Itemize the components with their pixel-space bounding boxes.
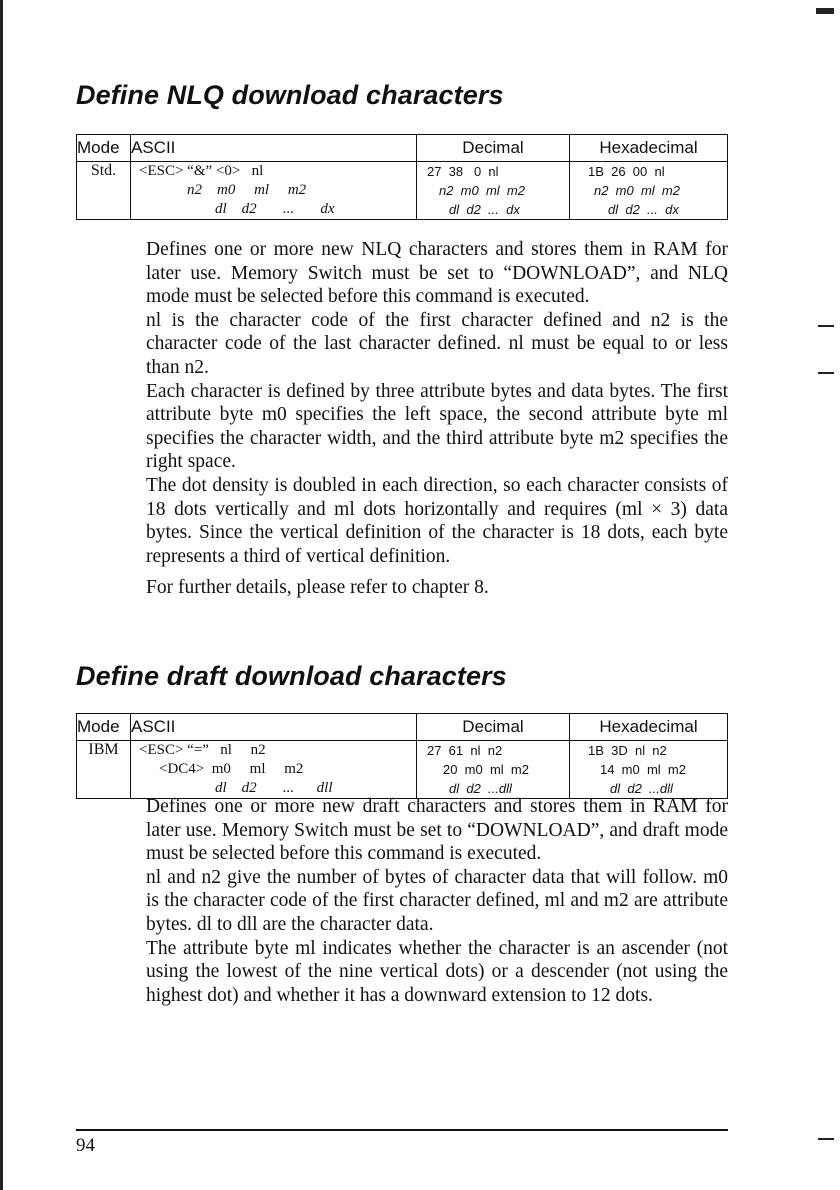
header-hexadecimal: Hexadecimal: [570, 135, 728, 162]
hex-line: n2 m0 ml m2: [594, 183, 680, 198]
paragraph: For further details, please refer to chapter 8.: [146, 577, 489, 599]
command-table-draft: [76, 713, 728, 799]
table-header-row: [77, 714, 728, 741]
hex-line: dl d2 ... dx: [608, 202, 679, 217]
decimal-cell: [417, 741, 570, 799]
ascii-line: <ESC> “=” nl n2: [139, 742, 266, 758]
paragraph: nl is the character code of the first character defined and n2 is the character code of the last character defined. nl must be equal to or less than n2.: [146, 309, 728, 378]
header-decimal: Decimal: [417, 135, 570, 162]
scan-mark: [818, 372, 834, 374]
header-hexadecimal: Hexadecimal: [570, 714, 728, 741]
mode-cell: IBM: [77, 741, 131, 799]
ascii-line: n2 m0 ml m2: [187, 182, 307, 198]
hex-line: 14 m0 ml m2: [600, 762, 686, 777]
header-ascii: ASCII: [131, 135, 417, 162]
header-mode: Mode: [77, 135, 131, 162]
mode-cell: Std.: [77, 162, 131, 220]
hex-line: 1B 26 00 nl: [588, 164, 665, 179]
decimal-line: 20 m0 ml m2: [443, 762, 529, 777]
hex-line: 1B 3D nl n2: [588, 743, 667, 758]
scan-left-edge: [0, 0, 3, 1190]
decimal-line: 27 61 nl n2: [427, 743, 503, 758]
table-row: [77, 162, 728, 220]
decimal-line: dl d2 ...dll: [449, 781, 512, 796]
decimal-line: 27 38 0 nl: [427, 164, 499, 179]
ascii-cell: [131, 741, 417, 799]
decimal-line: dl d2 ... dx: [449, 202, 520, 217]
header-decimal: Decimal: [417, 714, 570, 741]
ascii-line: <ESC> “&” <0> nl: [139, 163, 264, 179]
paragraph: Each character is defined by three attribute bytes and data bytes. The first attribute byte m0 specifies the left space, the second attribute byte ml specifies the character width, and the third attribute byte m2 specifies the right space.: [146, 380, 728, 473]
hex-cell: [570, 162, 728, 220]
scan-mark: [818, 325, 834, 327]
scan-mark: [818, 1138, 834, 1140]
section-title-draft: Define draft download characters: [76, 661, 507, 691]
page-number: 94: [76, 1135, 95, 1156]
hex-cell: [570, 741, 728, 799]
ascii-line: <DC4> m0 ml m2: [159, 761, 304, 777]
command-table-nlq: [76, 134, 728, 220]
table-row: [77, 741, 728, 799]
section-title-nlq: Define NLQ download characters: [76, 80, 504, 110]
decimal-cell: [417, 162, 570, 220]
hex-line: dl d2 ...dll: [610, 781, 673, 796]
header-mode: Mode: [77, 714, 131, 741]
paragraph: nl and n2 give the number of bytes of character data that will follow. m0 is the character code of the first character defined, ml and m2 are attribute bytes. dl to dll are the character data.: [146, 866, 728, 935]
scan-mark: [816, 8, 834, 14]
section-body-draft: [146, 795, 728, 1007]
ascii-line: dl d2 ... dx: [215, 201, 335, 217]
ascii-line: dl d2 ... dll: [215, 780, 333, 796]
footer-rule: [76, 1129, 728, 1131]
ascii-cell: [131, 162, 417, 220]
paragraph: The attribute byte ml indicates whether the character is an ascender (not using the lowest of the nine vertical dots) or a descender (not using the highest dot) and whether it has a downward extension to 12 dots.: [146, 937, 728, 1006]
section-body-nlq: [146, 238, 728, 600]
paragraph: Defines one or more new draft characters and stores them in RAM for later use. Memory Switch must be set to “DOWNLOAD”, and draft mode must be selected before this command is executed.: [146, 796, 728, 865]
decimal-line: n2 m0 ml m2: [439, 183, 525, 198]
header-ascii: ASCII: [131, 714, 417, 741]
paragraph: Defines one or more new NLQ characters and stores them in RAM for later use. Memory Switch must be set to “DOWNLOAD”, and NLQ mode must be selected before this command is executed.: [146, 239, 728, 308]
paragraph: The dot density is doubled in each direction, so each character consists of 18 dots vertically and ml dots horizontally and requires (ml × 3) data bytes. Since the vertical definition of the character is 18 dots, each byte represents a third of vertical definition.: [146, 474, 728, 567]
table-header-row: [77, 135, 728, 162]
